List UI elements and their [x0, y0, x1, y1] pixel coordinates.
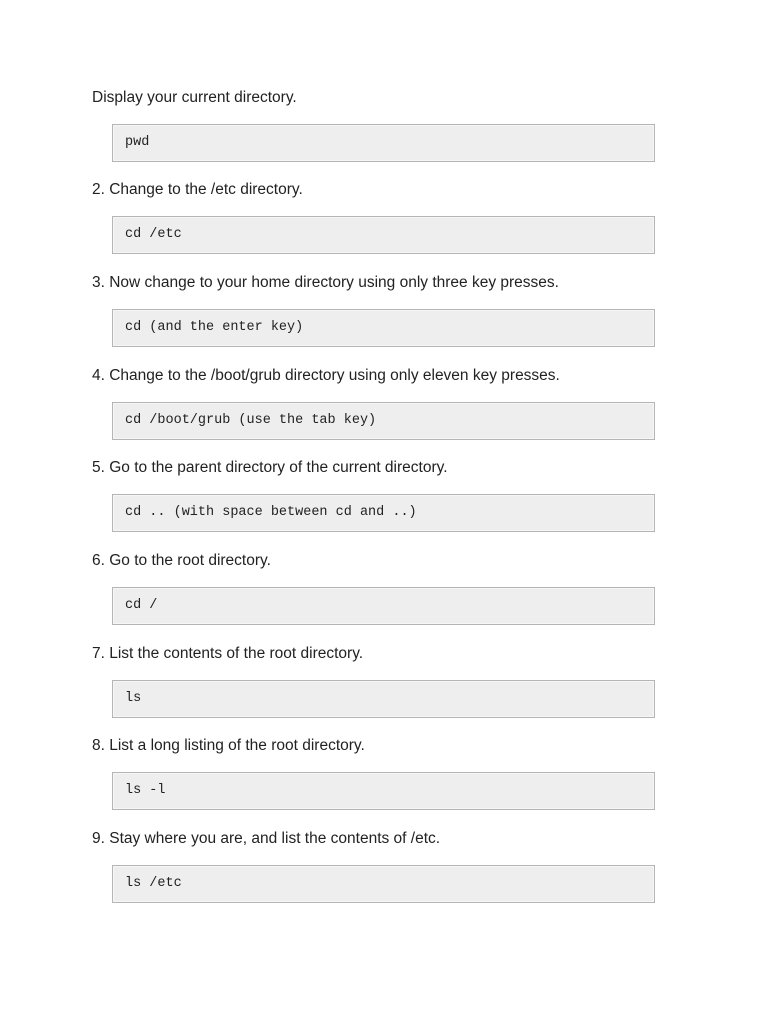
code-command: pwd: [125, 135, 150, 150]
code-block: [112, 865, 655, 903]
code-block: [112, 124, 655, 162]
step-instruction: 8. List a long listing of the root directory.: [92, 737, 365, 754]
code-block: [112, 494, 655, 532]
code-block: [112, 216, 655, 254]
code-block: [112, 587, 655, 625]
step-instruction: 2. Change to the /etc directory.: [92, 181, 303, 198]
code-command: cd /etc: [125, 227, 182, 242]
step-instruction: 6. Go to the root directory.: [92, 552, 271, 569]
code-command: cd /boot/grub (use the tab key): [125, 413, 377, 428]
step-instruction: 7. List the contents of the root directory.: [92, 645, 364, 662]
code-block: [112, 309, 655, 347]
code-command: ls /etc: [125, 876, 182, 891]
code-command: ls: [125, 691, 142, 706]
code-block: [112, 402, 655, 440]
step-instruction: 5. Go to the parent directory of the current directory.: [92, 459, 448, 476]
code-command: cd (and the enter key): [125, 320, 304, 335]
step-instruction: 4. Change to the /boot/grub directory using only eleven key presses.: [92, 367, 560, 384]
code-command: cd .. (with space between cd and ..): [125, 505, 417, 520]
step-instruction: Display your current directory.: [92, 89, 297, 106]
code-block: [112, 772, 655, 810]
step-instruction: 3. Now change to your home directory using only three key presses.: [92, 274, 559, 291]
code-block: [112, 680, 655, 718]
code-command: cd /: [125, 598, 158, 613]
code-command: ls -l: [125, 783, 166, 798]
step-instruction: 9. Stay where you are, and list the contents of /etc.: [92, 830, 441, 847]
